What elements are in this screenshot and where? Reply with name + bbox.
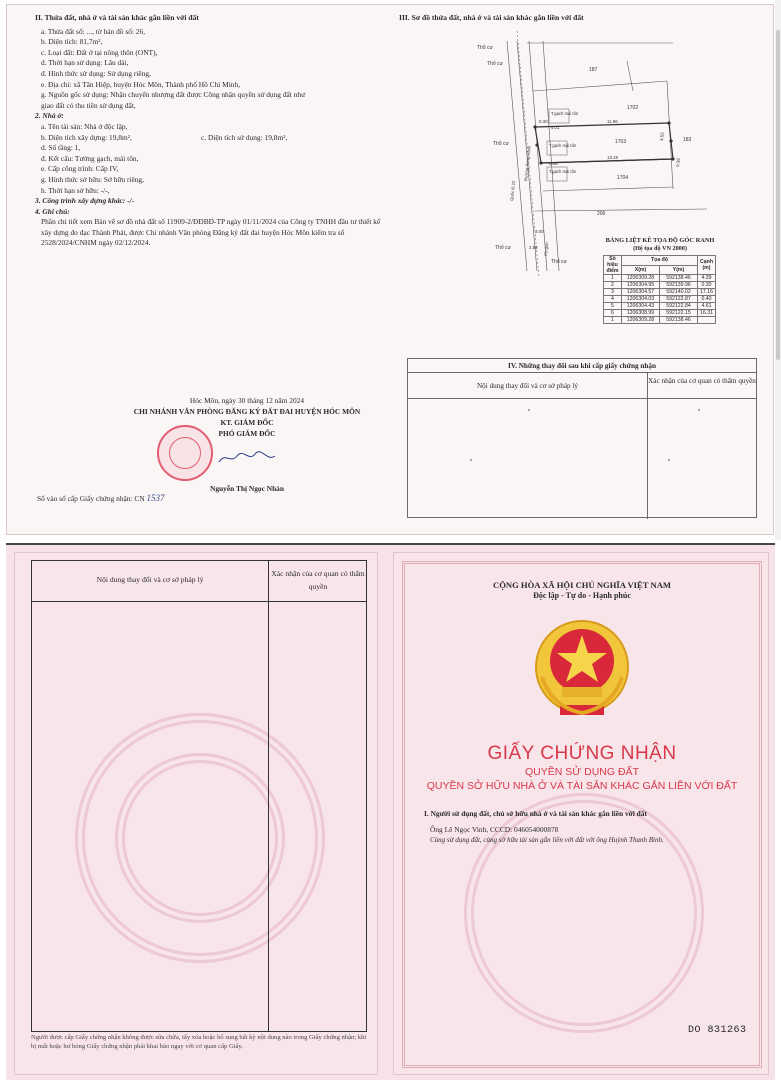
red-seal-stamp [157, 425, 213, 481]
map-dim: 4.08 [549, 161, 558, 166]
coord-header: Cạnh (m) [698, 256, 716, 275]
map-label: Thổ cư [477, 45, 493, 51]
viewer-scrollbar[interactable] [775, 0, 781, 540]
place-date: Hóc Môn, ngày 30 tháng 12 năm 2024 [189, 396, 305, 405]
changes-column-confirm [648, 373, 756, 519]
map-dim: 2.56 [529, 245, 538, 250]
map-label: 1704 [617, 175, 629, 181]
certificate-title: GIẤY CHỨNG NHẬN [487, 743, 677, 764]
changes-col2-header: Xác nhận của cơ quan có thẩm quyền [271, 569, 365, 591]
coord-cell: 0.40 [698, 296, 716, 303]
changes-col2-header: Xác nhận của cơ quan có thẩm quyền [648, 373, 756, 399]
coord-cell: 1206304.43 [622, 303, 660, 310]
register-number [37, 493, 165, 503]
changes-col1-header: Nội dung thay đổi và cơ sở pháp lý [96, 575, 204, 584]
map-section [399, 13, 769, 22]
placeholder-dot [698, 409, 700, 411]
coord-cell: 592139.96 [660, 282, 698, 289]
map-label: 206 [597, 211, 606, 217]
coord-cell: 592140.02 [660, 289, 698, 296]
table-row [604, 275, 716, 282]
notes-header: 4. Ghi chú: [35, 206, 70, 216]
coord-cell: 17.16 [698, 289, 716, 296]
map-label: 1703 [615, 139, 627, 145]
land-line: đ. Hình thức sử dụng: Sử dụng riêng, [41, 68, 151, 78]
signer-title: PHÓ GIÁM ĐỐC [218, 429, 276, 438]
map-dim: 11.96 [607, 119, 618, 124]
road-label: Quốc lộ 22 [509, 180, 517, 202]
placeholder-dot [668, 459, 670, 461]
house-line: g. Hình thức sở hữu: Sở hữu riêng, [41, 174, 144, 184]
notes-text: Phần chi tiết xem Bản vẽ sơ đồ nhà đất số 11909-2/ĐĐBĐ-TP ngày 01/11/2024 của Công ty TNHH đầu tư thiết kế xây dựng đo đạc Thành Phát, được Chi nhánh Văn phòng Đăng ký đất đai huyện Hóc Môn kiểm tra số 2528/2024/CNHM ngày 02/12/2024. [41, 217, 381, 248]
house-usage-area: c. Diện tích sử dụng: 19,8m², [201, 132, 288, 142]
changes-col1-header: Nội dung thay đổi và cơ sở pháp lý [408, 373, 647, 399]
coord-cell: 6 [604, 310, 622, 317]
scrollbar-thumb[interactable] [776, 30, 780, 360]
changes-column-content [408, 373, 648, 519]
coord-cell: 592122.87 [660, 296, 698, 303]
land-line: a. Thửa đất số: ..., tờ bản đồ số: 26, [41, 26, 146, 36]
coord-cell: 1206304.03 [622, 296, 660, 303]
coord-cell: 1 [604, 275, 622, 282]
certificate-cover-spread [6, 543, 775, 1080]
coord-subheader: Y(m) [660, 265, 698, 275]
cover-page [393, 552, 769, 1075]
national-emblem-icon [532, 617, 632, 725]
map-label: 1702 [627, 105, 639, 111]
coord-cell: 5 [604, 303, 622, 310]
land-line: b. Diện tích: 81,7m², [41, 37, 103, 47]
table-row [604, 282, 716, 289]
owner-section-title: I. Người sử dụng đất, chủ sở hữu nhà ở và tài sản khác gắn liền với đất [424, 809, 647, 818]
coord-cell: 4.39 [698, 275, 716, 282]
owner-info: Ông Lê Ngọc Vinh, CCCD: 046054000878 [430, 825, 559, 834]
placeholder-dot [528, 409, 530, 411]
nation-title: CỘNG HÒA XÃ HỘI CHỦ NGHĨA VIỆT NAM [492, 580, 672, 590]
register-number-label: Số vào sổ cấp Giấy chứng nhận: CN [37, 494, 145, 503]
coord-cell [698, 317, 716, 324]
changes-table [407, 358, 757, 518]
map-label: Thổ cư [495, 245, 511, 251]
coord-cell: 2 [604, 282, 622, 289]
map-label: Thổ cư [487, 61, 503, 67]
map-label: T.gạch mái tôn [549, 143, 577, 148]
land-line: e. Địa chỉ: xã Tân Hiệp, huyện Hóc Môn, Thành phố Hồ Chí Minh, [41, 79, 241, 89]
coord-cell: 0.30 [698, 282, 716, 289]
map-label: Thổ cư [551, 259, 567, 265]
land-info-section [35, 13, 385, 249]
coord-cell: 1206304.95 [622, 282, 660, 289]
coord-cell: 3 [604, 289, 622, 296]
map-dim: 0.30 [539, 119, 548, 124]
coord-cell: 1206308.99 [622, 310, 660, 317]
house-line: d. Số tầng: 1, [41, 143, 81, 153]
certificate-subtitle-2: QUYỀN SỞ HỮU NHÀ Ở VÀ TÀI SẢN KHÁC GẮN LIỀN VỚI ĐẤT [426, 780, 738, 792]
changes-title: IV. Những thay đổi sau khi cấp giấy chứng nhận [408, 359, 756, 373]
co-owner-info: Cùng sử dụng đất, cùng sở hữu tài sản gắn liền với đất với ông Huỳnh Thanh Bình. [430, 836, 664, 844]
changes-grid [31, 560, 367, 1032]
certificate-inner-page [6, 4, 774, 535]
coord-cell: 4 [604, 296, 622, 303]
house-build-area: b. Diện tích xây dựng: 19,8m², [41, 132, 132, 142]
signer-name: Nguyễn Thị Ngọc Nhàn [210, 484, 284, 493]
map-dim: 3.00 [535, 229, 544, 234]
house-line: a. Tên tài sản: Nhà ở độc lập, [41, 121, 128, 131]
coord-cell: 1206304.57 [622, 289, 660, 296]
house-line: e. Cấp công trình: Cấp IV, [41, 164, 119, 174]
national-motto: Độc lập - Tự do - Hạnh phúc [533, 591, 631, 600]
coordinate-table [603, 255, 716, 324]
coord-cell: 592122.84 [660, 303, 698, 310]
changes-page [14, 552, 378, 1075]
house-line: h. Thời hạn sở hữu: -/-, [41, 185, 110, 195]
coord-cell: 592138.46 [660, 317, 698, 324]
table-row [604, 310, 716, 317]
signer-authority: KT. GIÁM ĐỐC [220, 418, 274, 427]
issuing-office: CHI NHÁNH VĂN PHÒNG ĐĂNG KÝ ĐẤT ĐAI HUYỆN HÓC MÔN [133, 407, 361, 416]
road-label: Ch.giới [543, 242, 550, 257]
table-row [604, 296, 716, 303]
house-line: đ. Kết cấu: Tường gạch, mái tôn, [41, 153, 139, 163]
coord-cell: 4.61 [698, 303, 716, 310]
land-line: c. Loại đất: Đất ở tại nông thôn (ONT), [41, 47, 158, 57]
coord-header: Tọa độ [622, 256, 698, 266]
land-line: d. Thời hạn sử dụng: Lâu dài, [41, 58, 129, 68]
other-works: 3. Công trình xây dựng khác: -/- [35, 196, 135, 206]
coord-cell: 592122.15 [660, 310, 698, 317]
map-label: T.gạch mái tôn [551, 111, 579, 116]
signature-block [87, 395, 407, 494]
table-row [604, 317, 716, 324]
placeholder-dot [470, 459, 472, 461]
handwritten-signature [217, 450, 277, 466]
section3-title: III. Sơ đồ thửa đất, nhà ở và tài sản khác gắn liền với đất [399, 13, 584, 22]
land-line: giao đất có thu tiền sử dụng đất, [41, 100, 136, 110]
table-row [604, 289, 716, 296]
table-row [604, 303, 716, 310]
coord-cell: 16.31 [698, 310, 716, 317]
map-dim: 4.01 [551, 125, 560, 130]
certificate-serial: DO 831263 [688, 1025, 747, 1036]
coord-cell: 1206309.28 [622, 275, 660, 282]
land-line: g. Nguồn gốc sử dụng: Nhận chuyển nhượng đất được Công nhận quyền sử dụng đất như [41, 90, 306, 100]
house-line [35, 133, 385, 144]
map-label: Thổ cư [493, 141, 509, 147]
map-label: 183 [683, 137, 692, 143]
coord-cell: 1 [604, 317, 622, 324]
coord-cell: 592138.46 [660, 275, 698, 282]
map-label: 187 [589, 67, 598, 73]
register-number-handwritten: 1537 [146, 493, 165, 503]
road-label: Đường Song Hành [523, 145, 532, 182]
coord-header: Số hiệu điểm [604, 256, 622, 275]
map-label: T.gạch mái tôn [549, 169, 577, 174]
map-dim: 13.19 [607, 155, 618, 160]
map-dim: 0.38 [675, 158, 681, 168]
map-dim: 4.55 [659, 132, 665, 142]
house-header: 2. Nhà ở: [35, 111, 64, 121]
section2-title: II. Thửa đất, nhà ở và tài sản khác gắn liền với đất [35, 13, 199, 22]
coord-subheader: X(m) [622, 265, 660, 275]
footnote: Người được cấp Giấy chứng nhận không được sửa chữa, tẩy xóa hoặc bổ sung bất kỳ nội dung nào trong Giấy chứng nhận; khi bị mất hoặc hư hỏng Giấy chứng nhận phải khai báo ngay với cơ quan cấp Giấy. [31, 1034, 367, 1050]
coord-table-title: BẢNG LIỆT KÊ TỌA ĐỘ GÓC RANH [605, 237, 715, 244]
coord-table-subtitle: (Hệ tọa độ VN 2000) [633, 245, 687, 252]
certificate-subtitle-1: QUYỀN SỬ DỤNG ĐẤT [525, 766, 639, 778]
coord-cell: 1206309.28 [622, 317, 660, 324]
